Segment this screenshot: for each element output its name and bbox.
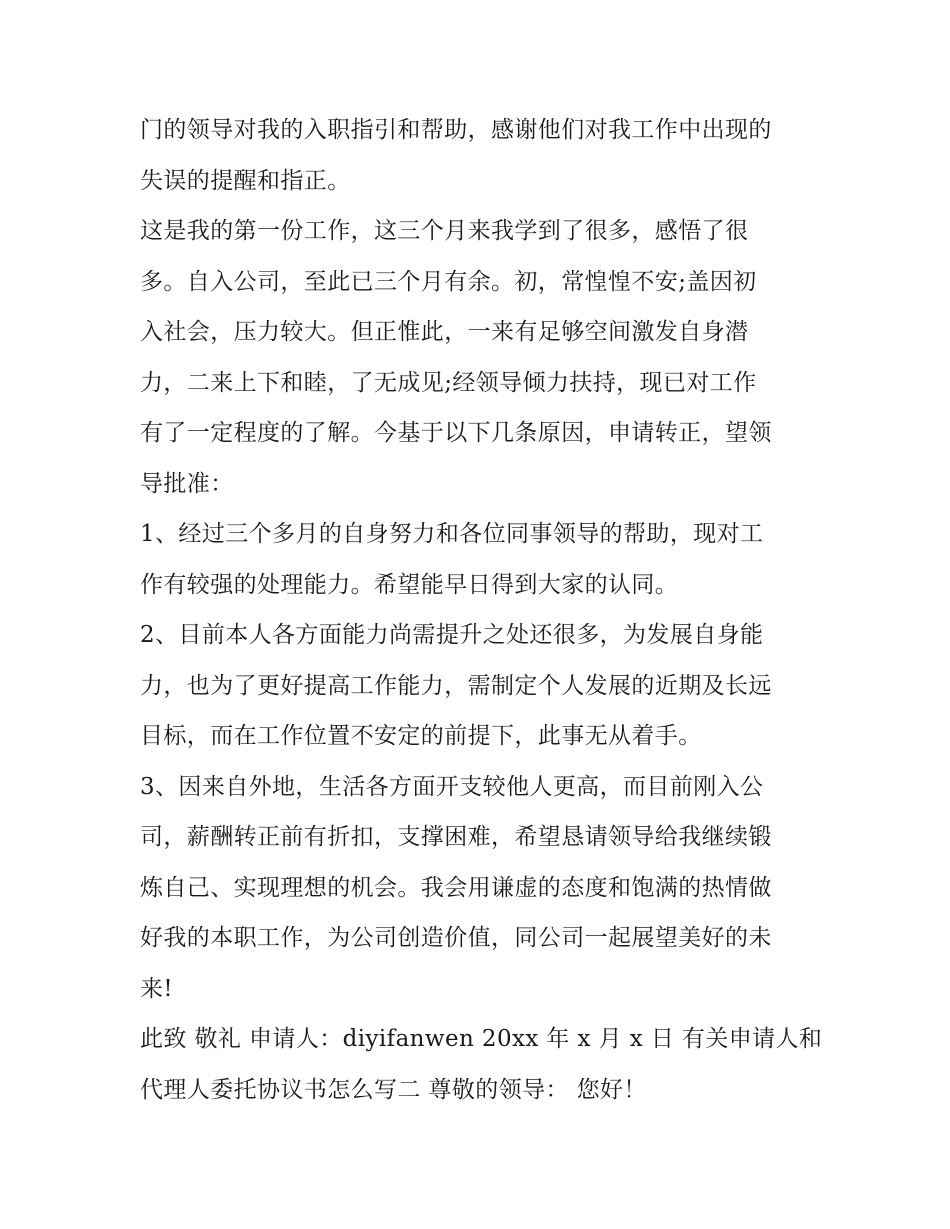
list-item-2-line-3: 目标，而在工作位置不安定的前提下，此事无从着手。: [140, 723, 702, 749]
text-line-5: 入社会，压力较大。但正惟此，一来有足够空间激发自身潜: [140, 319, 749, 345]
text-line-4: 多。自入公司，至此已三个月有余。初，常惶惶不安;盖因初: [140, 268, 757, 295]
document-body: [140, 105, 823, 1115]
list-item-3-line-2: 司，薪酬转正前有折扣，支撑困难，希望恳请领导给我继续锻: [140, 824, 772, 850]
list-item-2-line-1: 2、目前本人各方面能力尚需提升之处还很多，为发展自身能: [140, 622, 764, 648]
text-line-6: 力，二来上下和睦，了无成见;经领导倾力扶持，现已对工作: [140, 369, 757, 396]
list-item-3-line-3: 炼自己、实现理想的机会。我会用谦虚的态度和饱满的热情做: [140, 874, 772, 901]
text-line-7: 有了一定程度的了解。今基于以下几条原因，申请转正，望领: [140, 420, 772, 446]
list-item-3-line-1: 3、因来自外地，生活各方面开支较他人更高，而目前刚入公: [140, 773, 764, 800]
list-item-1-line-2: 作有较强的处理能力。希望能早日得到大家的认同。: [140, 571, 679, 598]
list-item-3-line-5: 来!: [140, 975, 174, 1002]
list-item-2-line-2: 力，也为了更好提高工作能力，需制定个人发展的近期及长远: [140, 672, 772, 699]
text-line-2: 失误的提醒和指正。: [140, 167, 351, 194]
closing-line-2: 代理人委托协议书怎么写二 尊敬的领导： 您好！: [140, 1076, 647, 1103]
list-item-1-line-1: 1、经过三个多月的自身努力和各位同事领导的帮助，现对工: [140, 521, 764, 547]
text-line-1: 门的领导对我的入职指引和帮助，感谢他们对我工作中出现的: [140, 117, 772, 143]
closing-line-1: 此致 敬礼 申请人：diyifanwen 20xx 年 x 月 x 日 有关申请人和: [140, 1026, 823, 1052]
text-line-3: 这是我的第一份工作，这三个月来我学到了很多，感悟了很: [140, 218, 749, 244]
list-item-3-line-4: 好我的本职工作，为公司创造价值，同公司一起展望美好的未: [140, 925, 772, 951]
text-line-8: 导批准：: [140, 470, 234, 497]
